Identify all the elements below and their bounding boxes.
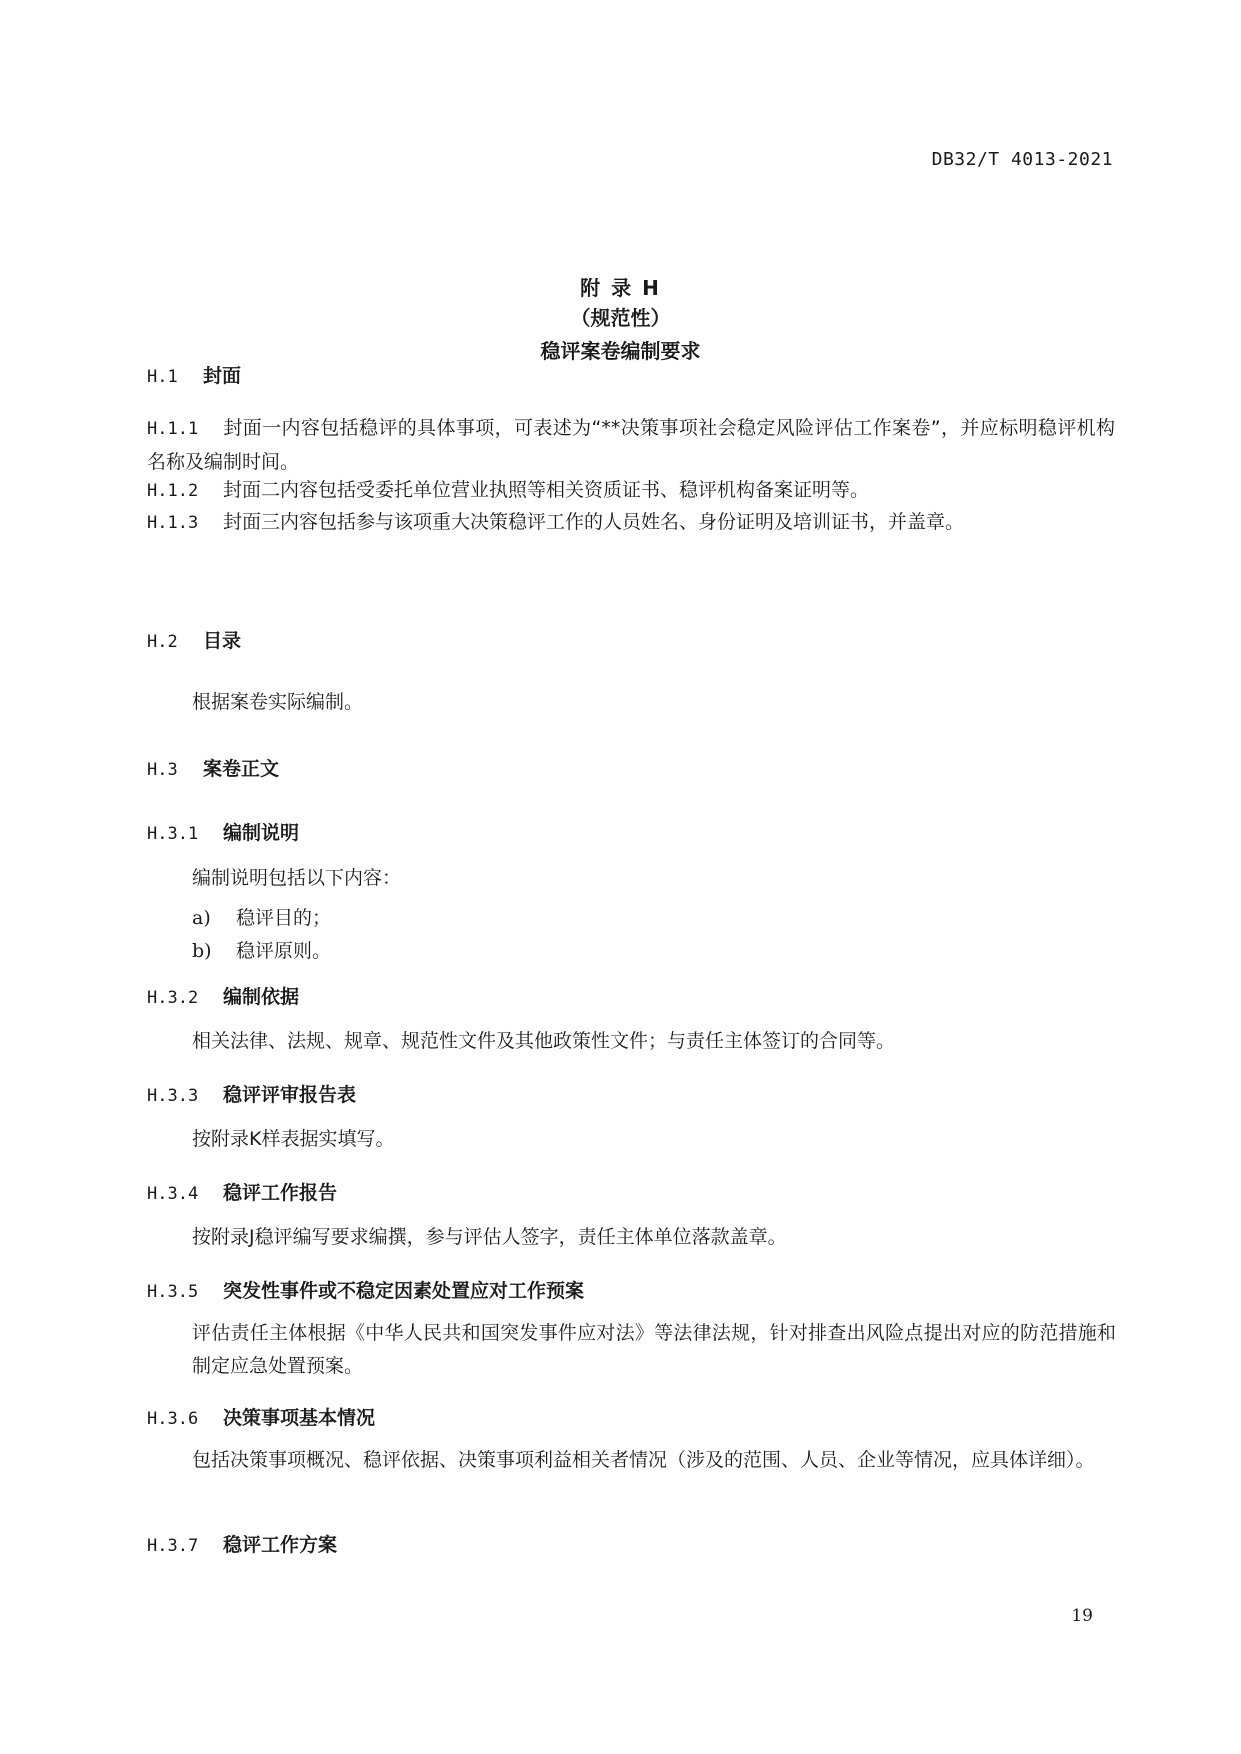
clause-h1-2	[147, 474, 1115, 508]
clause-number: H.1.3	[147, 513, 199, 533]
subsection-title: 稳评工作方案	[223, 1534, 338, 1556]
clause-text: 封面一内容包括稳评的具体事项，可表述为“**决策事项社会稳定风险评估工作案卷”，并应标明稳评机构名称及编制时间。	[147, 417, 1115, 473]
subsection-number: H.3.5	[147, 1282, 199, 1302]
subsection-title: 编制依据	[223, 986, 300, 1008]
subsection-body-h3-5: 评估责任主体根据《中华人民共和国突发事件应对法》等法律法规，针对排查出风险点提出对应的防范措施和制定应急处置预案。	[192, 1322, 1116, 1377]
list-marker: a)	[192, 907, 211, 929]
standard-code: DB32/T 4013-2021	[931, 149, 1113, 170]
subsection-number: H.3.3	[147, 1086, 199, 1106]
page-number: 19	[1071, 1606, 1093, 1626]
subsection-heading-h3-6	[147, 1403, 375, 1430]
subsection-title: 稳评评审报告表	[223, 1084, 357, 1106]
clause-h1-3	[147, 506, 1115, 540]
subsection-title: 决策事项基本情况	[223, 1407, 376, 1429]
subsection-body-h3-6: 包括决策事项概况、稳评依据、决策事项利益相关者情况（涉及的范围、人员、企业等情况，应具体详细）。	[192, 1449, 1095, 1471]
section-number: H.2	[147, 632, 178, 652]
section-heading-h3	[147, 754, 279, 781]
subsection-title: 突发性事件或不稳定因素处置应对工作预案	[223, 1280, 585, 1302]
subsection-title: 稳评工作报告	[223, 1182, 338, 1204]
subsection-number: H.3.4	[147, 1184, 199, 1204]
list-marker: b)	[192, 940, 212, 962]
clause-text: 封面二内容包括受委托单位营业执照等相关资质证书、稳评机构备案证明等。	[223, 479, 870, 501]
subsection-number: H.3.6	[147, 1409, 199, 1429]
subsection-number: H.3.2	[147, 988, 199, 1008]
subsection-heading-h3-5	[147, 1276, 584, 1303]
section-number: H.3	[147, 760, 178, 780]
list-text: 稳评原则。	[236, 940, 332, 962]
subsection-title: 编制说明	[223, 822, 300, 844]
section-title: 封面	[203, 365, 242, 387]
subsection-number: H.3.7	[147, 1536, 199, 1556]
section-title: 目录	[203, 630, 242, 652]
appendix-title: 附 录 H	[580, 276, 661, 300]
subsection-body-h3-2: 相关法律、法规、规章、规范性文件及其他政策性文件；与责任主体签订的合同等。	[192, 1030, 896, 1052]
clause-h1-1	[147, 412, 1115, 479]
subsection-heading-h3-1	[147, 818, 299, 845]
appendix-heading: 稳评案卷编制要求	[540, 339, 701, 363]
list-text: 稳评目的；	[236, 907, 332, 929]
section-title: 案卷正文	[203, 758, 280, 780]
section-heading-h2	[147, 626, 241, 653]
section-number: H.1	[147, 367, 178, 387]
list-item	[192, 903, 331, 930]
subsection-heading-h3-3	[147, 1080, 356, 1107]
subsection-heading-h3-7	[147, 1530, 337, 1557]
section-body-h2: 根据案卷实际编制。	[192, 691, 364, 713]
subsection-body-h3-3: 按附录K样表据实填写。	[192, 1128, 395, 1150]
clause-number: H.1.2	[147, 481, 199, 501]
clause-text: 封面三内容包括参与该项重大决策稳评工作的人员姓名、身份证明及培训证书，并盖章。	[223, 511, 965, 533]
subsection-number: H.3.1	[147, 824, 199, 844]
section-heading-h1	[147, 361, 241, 388]
subsection-heading-h3-2	[147, 982, 299, 1009]
clause-number: H.1.1	[147, 419, 199, 439]
subsection-heading-h3-4	[147, 1178, 337, 1205]
subsection-body-h3-4: 按附录J稳评编写要求编撰，参与评估人签字，责任主体单位落款盖章。	[192, 1226, 787, 1248]
appendix-nature: （规范性）	[570, 306, 671, 330]
list-item	[192, 936, 331, 963]
subsection-body-h3-1: 编制说明包括以下内容：	[192, 867, 402, 889]
